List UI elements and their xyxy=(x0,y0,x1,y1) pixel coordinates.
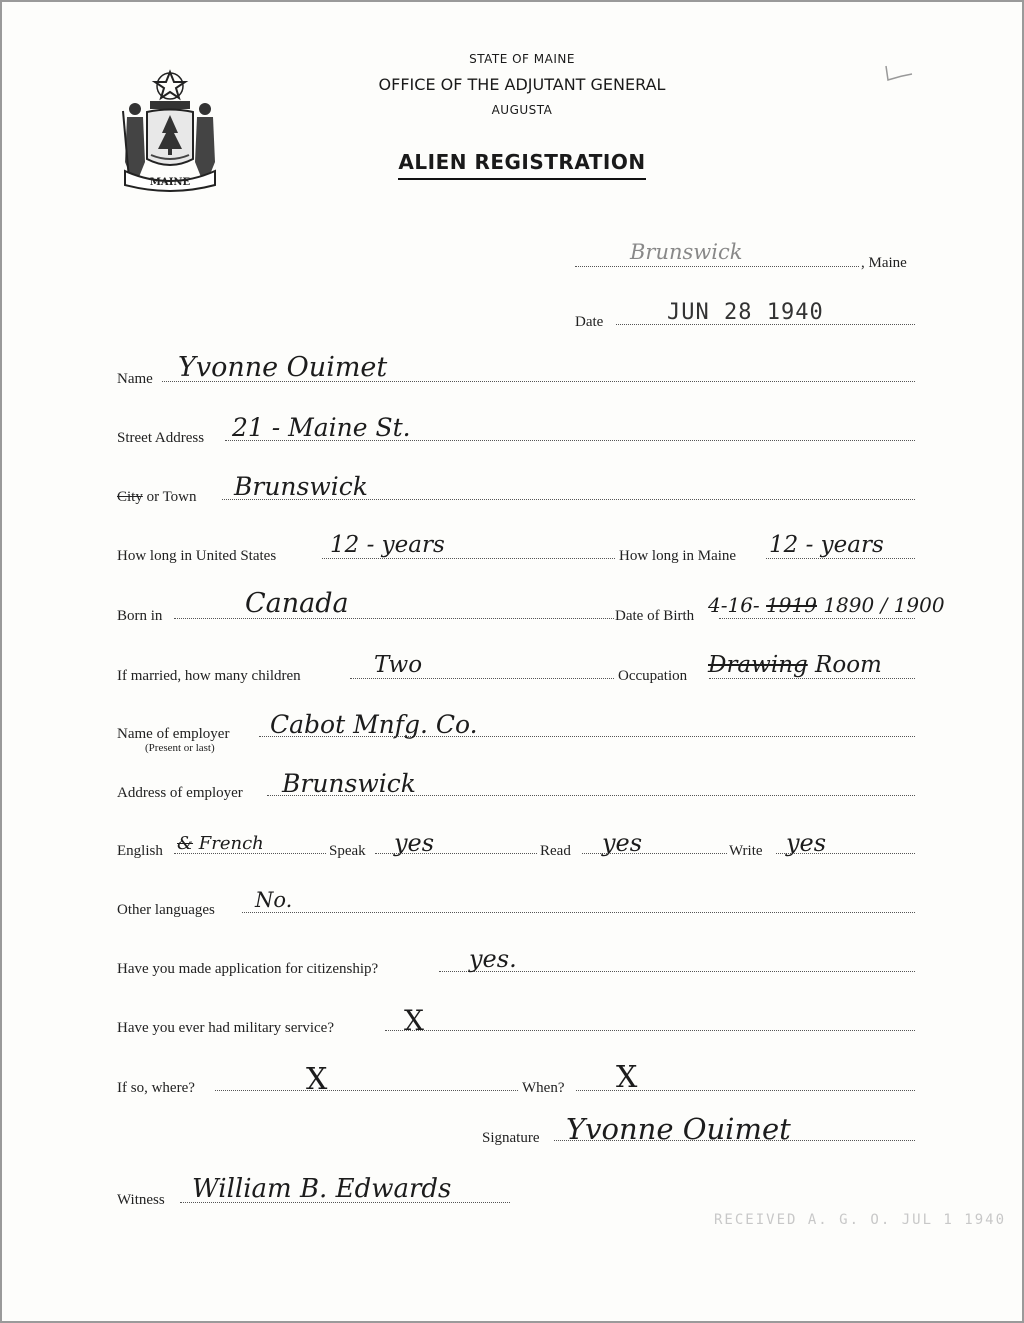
date-of-birth-label: Date of Birth xyxy=(615,608,695,624)
speak-value: yes xyxy=(394,829,435,857)
name-value: Yvonne Ouimet xyxy=(178,352,388,383)
english-value: & French xyxy=(177,833,264,854)
name-label: Name xyxy=(117,371,153,387)
read-value: yes xyxy=(602,829,643,857)
how-long-maine-label: How long in Maine xyxy=(619,548,737,564)
born-in-value: Canada xyxy=(245,588,349,619)
witness-label: Witness xyxy=(117,1192,165,1208)
received-stamp: RECEIVED A. G. O. JUL 1 1940 xyxy=(714,1212,1007,1228)
children-label: If married, how many children xyxy=(117,668,301,684)
signature-label: Signature xyxy=(482,1130,540,1146)
how-long-maine-value: 12 - years xyxy=(769,532,884,558)
children-value: Two xyxy=(374,652,423,678)
occupation-label: Occupation xyxy=(618,668,688,684)
when-value: X xyxy=(616,1060,638,1095)
how-long-us-label: How long in United States xyxy=(117,548,277,564)
signature-value: Yvonne Ouimet xyxy=(566,1112,791,1146)
seal-banner-text: MAINE xyxy=(149,177,191,188)
speak-label: Speak xyxy=(329,843,366,859)
form-title: ALIEN REGISTRATION xyxy=(2,150,1022,174)
date-stamp: JUN 28 1940 xyxy=(667,300,824,325)
where-label: If so, where? xyxy=(117,1080,195,1096)
other-languages-value: No. xyxy=(255,888,293,912)
registration-form xyxy=(2,2,1022,1321)
street-label: Street Address xyxy=(117,430,205,446)
header-state: STATE OF MAINE xyxy=(469,52,575,66)
born-in-label: Born in xyxy=(117,608,163,624)
english-label: English xyxy=(117,843,163,859)
write-label: Write xyxy=(729,843,763,859)
witness-value: William B. Edwards xyxy=(192,1174,452,1204)
other-languages-label: Other languages xyxy=(117,902,215,918)
when-label: When? xyxy=(522,1080,565,1096)
where-value: X xyxy=(306,1062,328,1097)
place-value: Brunswick xyxy=(630,240,743,264)
employer-value: Cabot Mnfg. Co. xyxy=(270,710,478,739)
citizenship-value: yes. xyxy=(469,945,517,973)
check-mark-icon xyxy=(880,60,920,90)
header-office: OFFICE OF THE ADJUTANT GENERAL xyxy=(378,75,666,94)
employer-sublabel: (Present or last) xyxy=(145,742,215,754)
occupation-value: Drawing Room xyxy=(708,652,882,678)
town-label: City or Town xyxy=(117,489,197,505)
street-value: 21 - Maine St. xyxy=(232,413,411,442)
how-long-us-value: 12 - years xyxy=(330,532,445,558)
town-value: Brunswick xyxy=(234,472,368,501)
place-suffix: , Maine xyxy=(861,255,907,271)
military-label: Have you ever had military service? xyxy=(117,1020,334,1036)
date-label: Date xyxy=(575,314,604,330)
date-of-birth-value: 4-16- 1919 1890 / 1900 xyxy=(708,593,945,617)
employer-label: Name of employer xyxy=(117,726,230,742)
employer-address-value: Brunswick xyxy=(282,769,416,798)
write-value: yes xyxy=(786,829,827,857)
military-value: X xyxy=(404,1004,424,1037)
citizenship-label: Have you made application for citizenship? xyxy=(117,961,379,977)
read-label: Read xyxy=(540,843,571,859)
employer-address-label: Address of employer xyxy=(117,785,243,801)
header-city: AUGUSTA xyxy=(491,103,553,117)
